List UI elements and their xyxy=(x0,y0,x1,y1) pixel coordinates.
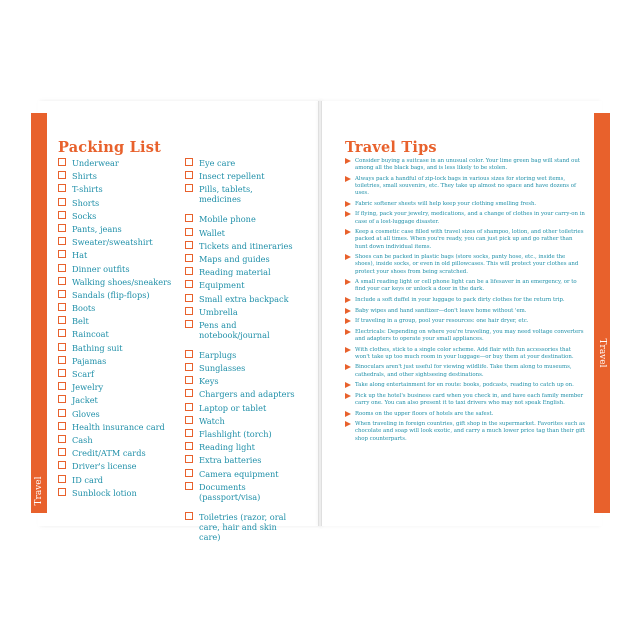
right-tab-label: Travel xyxy=(597,338,607,368)
bullet-arrow-icon xyxy=(345,176,351,182)
tip-item xyxy=(345,297,585,304)
checklist-item-label: Sandals (flip-flops) xyxy=(72,289,150,300)
tip-item xyxy=(345,254,585,276)
checkbox[interactable] xyxy=(58,277,66,285)
tip-item xyxy=(345,421,585,443)
bullet-arrow-icon xyxy=(345,158,351,164)
book-spine xyxy=(318,101,322,526)
checklist-item-label: Extra batteries xyxy=(199,455,262,466)
checklist-item xyxy=(58,198,182,211)
checklist-item xyxy=(58,329,182,342)
checklist-item xyxy=(58,237,182,250)
checkbox[interactable] xyxy=(185,158,193,166)
checklist-item xyxy=(58,435,182,448)
tip-item xyxy=(345,393,585,407)
tip-text: A small reading light or cell phone light can be a lifesaver in an emergency, or to find your car keys or unlock a door in the dark. xyxy=(355,279,577,293)
checklist-item-label: Umbrella xyxy=(199,306,238,317)
checkbox[interactable] xyxy=(185,350,193,358)
right-section-tab xyxy=(594,113,610,513)
checklist-item-label: Walking shoes/sneakers xyxy=(72,276,172,287)
checklist-item xyxy=(58,277,182,290)
checkbox[interactable] xyxy=(185,416,193,424)
bullet-arrow-icon xyxy=(345,254,351,260)
tip-item xyxy=(345,211,585,225)
checklist-item-label: Camera equipment xyxy=(199,468,279,479)
checkbox[interactable] xyxy=(58,448,66,456)
checkbox[interactable] xyxy=(185,389,193,397)
checklist-item-label: Boots xyxy=(72,303,96,314)
checkbox[interactable] xyxy=(58,184,66,192)
checkbox[interactable] xyxy=(58,264,66,272)
bullet-arrow-icon xyxy=(345,279,351,285)
checklist-item-label: Sweater/sweatshirt xyxy=(72,237,153,248)
checkbox[interactable] xyxy=(58,461,66,469)
checklist-item-label: Gloves xyxy=(72,408,100,419)
checklist-item xyxy=(58,488,182,501)
checkbox[interactable] xyxy=(185,184,193,192)
checklist-item-label: Pills, tablets, medicines xyxy=(199,184,253,205)
checklist-item-label: Earplugs xyxy=(199,349,237,360)
checklist-item xyxy=(185,254,295,267)
checklist-item-label: Keys xyxy=(199,376,219,387)
checkbox[interactable] xyxy=(58,356,66,364)
checkbox[interactable] xyxy=(58,237,66,245)
checkbox[interactable] xyxy=(58,422,66,430)
checklist-item-label: Reading material xyxy=(199,267,271,278)
bullet-arrow-icon xyxy=(345,393,351,399)
checklist-item xyxy=(58,395,182,408)
checklist-item xyxy=(185,228,295,241)
checkbox[interactable] xyxy=(185,429,193,437)
checklist-item xyxy=(185,455,295,468)
checklist-item-label: Chargers and adapters xyxy=(199,389,295,400)
tip-text: With clothes, stick to a single color scheme. Add flair with fun accessories that won't take up too much room in your luggage—or buy them at your destination. xyxy=(355,346,574,360)
tip-item xyxy=(345,364,585,378)
checklist-item xyxy=(58,461,182,474)
checkbox[interactable] xyxy=(58,158,66,166)
checkbox[interactable] xyxy=(185,280,193,288)
tip-text: Shoes can be packed in plastic bags (store socks, panty hose, etc., inside the shoes), inside socks, or even in old pillowcases. This will protect your clothes and protect your shoes from being scratched. xyxy=(355,254,579,275)
checkbox[interactable] xyxy=(185,294,193,302)
checklist-item-label: Sunglasses xyxy=(199,363,246,374)
checklist-item xyxy=(185,307,295,320)
checkbox[interactable] xyxy=(58,329,66,337)
checklist-item-label: Shorts xyxy=(72,197,100,208)
tip-item xyxy=(345,158,585,172)
checkbox[interactable] xyxy=(58,198,66,206)
checklist-item xyxy=(185,389,295,402)
bullet-arrow-icon xyxy=(345,229,351,235)
bullet-arrow-icon xyxy=(345,411,351,417)
bullet-arrow-icon xyxy=(345,329,351,335)
checklist-item xyxy=(185,158,295,171)
checkbox[interactable] xyxy=(185,455,193,463)
tip-item xyxy=(345,201,585,208)
checklist-item xyxy=(58,211,182,224)
checkbox[interactable] xyxy=(185,171,193,179)
checklist-item-label: Jewelry xyxy=(72,382,104,393)
checklist-item xyxy=(58,264,182,277)
checklist-item xyxy=(58,343,182,356)
checklist-item-label: Equipment xyxy=(199,280,245,291)
checkbox[interactable] xyxy=(58,303,66,311)
checklist-item-label: Pens and notebook/journal xyxy=(199,319,270,340)
tip-text: Always pack a handful of zip-lock bags in various sizes for storing wet items, toiletries, small souvenirs, etc. They take up almost no space and have dozens of uses. xyxy=(355,175,576,197)
checklist-item-label: Raincoat xyxy=(72,329,109,340)
left-tab-label: Travel xyxy=(34,476,44,506)
tip-item xyxy=(345,329,585,343)
checkbox[interactable] xyxy=(185,442,193,450)
checkbox[interactable] xyxy=(185,482,193,490)
tip-text: If traveling in a group, pool your resources: one hair dryer, etc. xyxy=(355,318,529,325)
tip-text: Rooms on the upper floors of hotels are the safest. xyxy=(355,410,494,417)
checklist-item xyxy=(185,429,295,442)
tip-text: Binoculars aren't just useful for viewing wildlife. Take them along to museums, cathedrals, and other sightseeing destinations. xyxy=(355,364,572,378)
bullet-arrow-icon xyxy=(345,308,351,314)
checkbox[interactable] xyxy=(58,224,66,232)
checklist-item xyxy=(58,303,182,316)
checkbox[interactable] xyxy=(58,171,66,179)
tip-item xyxy=(345,229,585,251)
checkbox[interactable] xyxy=(185,307,193,315)
checklist-item xyxy=(58,356,182,369)
checklist-item-label: Jacket xyxy=(72,395,98,406)
checklist-item xyxy=(58,158,182,171)
checklist-item xyxy=(58,224,182,237)
tip-item xyxy=(345,279,585,293)
checkbox[interactable] xyxy=(185,363,193,371)
checklist-item-label: Toiletries (razor, oral care, hair and skin care) xyxy=(199,511,287,542)
checkbox[interactable] xyxy=(58,435,66,443)
checklist-item-label: Pajamas xyxy=(72,355,107,366)
checklist-item xyxy=(58,171,182,184)
bullet-arrow-icon xyxy=(345,382,351,388)
checkbox[interactable] xyxy=(185,214,193,222)
checklist-item xyxy=(185,469,295,482)
checkbox[interactable] xyxy=(58,409,66,417)
checkbox[interactable] xyxy=(185,320,193,328)
checklist-item xyxy=(58,422,182,435)
bullet-arrow-icon xyxy=(345,201,351,207)
checklist-item xyxy=(185,294,295,307)
checkbox[interactable] xyxy=(185,254,193,262)
checklist-item xyxy=(58,290,182,303)
checklist-item-label: Reading light xyxy=(199,442,255,453)
checklist-item-label: Driver's license xyxy=(72,461,137,472)
checklist-item xyxy=(58,382,182,395)
checklist-item xyxy=(185,267,295,280)
checklist-item xyxy=(185,280,295,293)
checklist-item xyxy=(185,376,295,389)
checklist-item xyxy=(58,250,182,263)
checklist-item-label: Socks xyxy=(72,210,97,221)
checklist-item xyxy=(185,416,295,429)
checklist-item-label: Eye care xyxy=(199,158,236,168)
checkbox[interactable] xyxy=(185,403,193,411)
checklist-item-label: Shirts xyxy=(72,171,97,182)
checklist-item-label: Bathing suit xyxy=(72,342,123,353)
checklist-item-label: T-shirts xyxy=(72,184,103,195)
checklist-item xyxy=(58,409,182,422)
checklist-item-label: Credit/ATM cards xyxy=(72,448,146,459)
checkbox[interactable] xyxy=(58,343,66,351)
checkbox[interactable] xyxy=(58,316,66,324)
checklist-item xyxy=(185,403,295,416)
bullet-arrow-icon xyxy=(345,421,351,427)
checklist-item xyxy=(58,184,182,197)
checklist-item xyxy=(185,171,295,184)
checklist-item-label: Cash xyxy=(72,434,93,445)
travel-tips-list xyxy=(345,158,585,446)
checklist-item-label: Documents (passport/visa) xyxy=(199,481,261,502)
checklist-item xyxy=(185,442,295,455)
checkbox[interactable] xyxy=(185,469,193,477)
checklist-item-label: Mobile phone xyxy=(199,214,256,225)
checkbox[interactable] xyxy=(58,488,66,496)
checklist-item-label: Flashlight (torch) xyxy=(199,429,272,439)
checkbox[interactable] xyxy=(185,267,193,275)
checkbox[interactable] xyxy=(185,228,193,236)
checkbox[interactable] xyxy=(58,211,66,219)
checkbox[interactable] xyxy=(58,382,66,390)
checkbox[interactable] xyxy=(58,369,66,377)
bullet-arrow-icon xyxy=(345,318,351,324)
travel-tips-title: Travel Tips xyxy=(345,139,437,156)
checkbox[interactable] xyxy=(58,475,66,483)
tip-item xyxy=(345,318,585,325)
checklist-item-label: Small extra backpack xyxy=(199,293,289,304)
checklist-item-label: Health insurance card xyxy=(72,421,165,432)
checklist-item-label: Underwear xyxy=(72,158,119,168)
checklist-item xyxy=(58,475,182,488)
checkbox[interactable] xyxy=(185,241,193,249)
tip-text: Electricals: Depending on where you're traveling, you may need voltage converters and adapters to operate your small appliances. xyxy=(355,328,584,342)
checklist-item xyxy=(185,482,295,512)
checklist-item-label: Watch xyxy=(199,415,225,426)
checkbox[interactable] xyxy=(185,512,193,520)
checklist-item xyxy=(185,214,295,227)
tip-text: Baby wipes and hand sanitizer—don't leave home without 'em. xyxy=(355,307,527,314)
checklist-item-label: Scarf xyxy=(72,369,95,379)
checkbox[interactable] xyxy=(185,376,193,384)
packing-list-column-2 xyxy=(185,158,295,542)
bullet-arrow-icon xyxy=(345,347,351,353)
bullet-arrow-icon xyxy=(345,297,351,303)
checklist-item xyxy=(58,369,182,382)
tip-text: Pick up the hotel's business card when you check in, and have each family member carry one. You can also present it to taxi drivers who may not speak English. xyxy=(355,392,584,406)
checklist-item-label: Maps and guides xyxy=(199,253,270,264)
checklist-item-label: Hat xyxy=(72,250,88,261)
checklist-item xyxy=(185,241,295,254)
tip-item xyxy=(345,382,585,389)
tip-text: Consider buying a suitcase in an unusual color. Your lime green bag will stand out among all the black bags, and is less likely to be stolen. xyxy=(355,158,580,172)
checklist-item xyxy=(185,320,295,350)
left-section-tab xyxy=(31,113,47,513)
checklist-item-label: ID card xyxy=(72,474,104,485)
packing-list-column-1 xyxy=(58,158,182,501)
checklist-item xyxy=(185,363,295,376)
checklist-item-label: Sunblock lotion xyxy=(72,487,137,498)
checklist-item xyxy=(185,184,295,214)
checklist-item-label: Tickets and itineraries xyxy=(199,240,293,251)
checklist-item-label: Insect repellent xyxy=(199,171,265,182)
tip-text: Include a soft duffel in your luggage to pack dirty clothes for the return trip. xyxy=(355,296,565,303)
checklist-item xyxy=(185,350,295,363)
tip-text: When traveling in foreign countries, gift shop in the supermarket. Favorites such as chocolate and soap will look exotic, and carry a much lower price tag than their gift shop counterparts. xyxy=(355,421,585,442)
tip-text: Take along entertainment for en route: books, podcasts, reading to catch up on. xyxy=(355,382,574,389)
checkbox[interactable] xyxy=(58,250,66,258)
checklist-item-label: Pants, jeans xyxy=(72,223,122,234)
bullet-arrow-icon xyxy=(345,211,351,217)
tip-item xyxy=(345,308,585,315)
tip-item xyxy=(345,411,585,418)
packing-list-title: Packing List xyxy=(58,139,161,156)
checkbox[interactable] xyxy=(58,395,66,403)
checklist-item-label: Wallet xyxy=(199,227,225,238)
tip-item xyxy=(345,347,585,361)
checklist-item-label: Belt xyxy=(72,316,89,327)
checkbox[interactable] xyxy=(58,290,66,298)
tip-text: Keep a cosmetic case filled with travel sizes of shampoo, lotion, and other toiletries packed at all times. When you're ready, you can just pick up and go rather than hunt down individual items. xyxy=(355,229,584,250)
checklist-item xyxy=(58,316,182,329)
checklist-item xyxy=(58,448,182,461)
bullet-arrow-icon xyxy=(345,364,351,370)
checklist-item xyxy=(185,512,295,542)
tip-item xyxy=(345,176,585,198)
tip-text: If flying, pack your jewelry, medications, and a change of clothes in your carry-on in case of a lost-luggage disaster. xyxy=(355,211,585,225)
tip-text: Fabric softener sheets will help keep your clothing smelling fresh. xyxy=(355,200,537,207)
checklist-item-label: Dinner outfits xyxy=(72,263,130,274)
checklist-item-label: Laptop or tablet xyxy=(199,402,267,413)
